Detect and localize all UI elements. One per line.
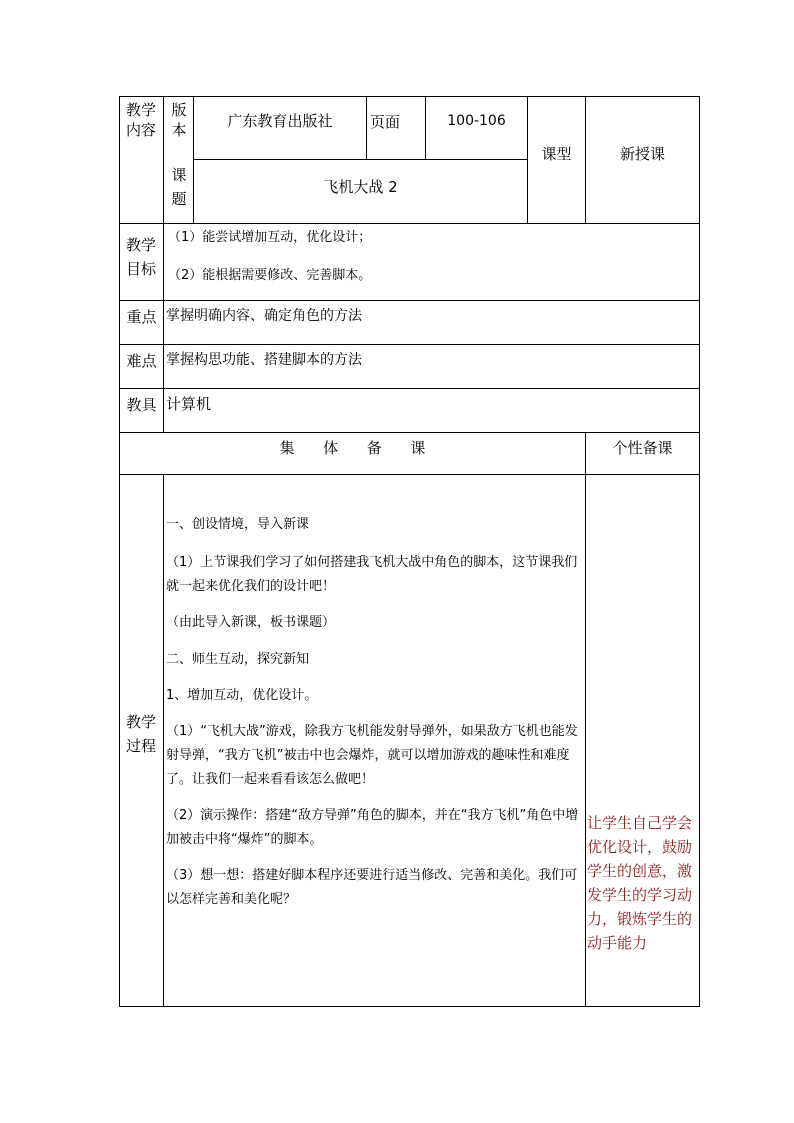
- publisher: 广东教育出版社: [227, 112, 333, 130]
- objective-item: （2）能根据需要修改、完善脚本。: [168, 268, 372, 283]
- process-paragraph: （1）“飞机大战”游戏，除我方飞机能发射导弹外，如果敌方飞机也能发射导弹，“我方飞机”被击中也会爆炸，就可以增加游戏的趣味性和难度了。让我们一起来看看该怎么做吧！: [166, 724, 578, 787]
- topic: 飞机大战 2: [323, 178, 398, 196]
- process-paragraph: （1）上节课我们学习了如何搭建我飞机大战中角色的脚本，这节课我们就一起来优化我们的设计吧！: [166, 555, 578, 594]
- process-paragraph: 一、创设情境，导入新课: [166, 517, 310, 532]
- edition-label: 版本: [171, 101, 187, 139]
- process-paragraph: （由此导入新课，板书课题）: [166, 615, 336, 630]
- group-prep-header: 集 体 备 课: [279, 438, 426, 457]
- objective-item: （1）能尝试增加互动，优化设计；: [168, 230, 372, 245]
- tools-label: 教具: [126, 395, 157, 414]
- page-label: 页面: [370, 113, 401, 131]
- difficulty-label: 难点: [126, 351, 157, 370]
- process-label: 教学过程: [125, 713, 156, 755]
- personal-prep-header: 个性备课: [612, 438, 673, 457]
- objectives-label: 教学目标: [125, 236, 156, 278]
- personal-note: 让学生自己学会优化设计，鼓励学生的创意，激发学生的学习动力，锻炼学生的动手能力: [587, 814, 693, 952]
- page-range: 100-106: [447, 113, 506, 129]
- objectives-list: [168, 228, 688, 286]
- process-paragraph: 1、增加互动，优化设计。: [166, 688, 318, 703]
- lesson-type: 新授课: [619, 144, 665, 163]
- key-point-label: 重点: [126, 307, 157, 326]
- process-paragraph: 二、师生互动，探究新知: [166, 652, 310, 667]
- topic-label: 课题: [171, 166, 187, 208]
- lesson-type-label: 课型: [541, 144, 572, 163]
- key-point-text: 掌握明确内容、确定角色的方法: [166, 308, 362, 324]
- process-paragraph: （3）想一想：搭建好脚本程序还要进行适当修改、完善和美化。我们可以怎样完善和美化呢？: [166, 868, 578, 907]
- tools-text: 计算机: [166, 395, 212, 413]
- content-label: 教学内容: [125, 101, 156, 139]
- process-content: [166, 513, 584, 912]
- difficulty-text: 掌握构思功能、搭建脚本的方法: [166, 352, 362, 368]
- process-paragraph: （2）演示操作：搭建“敌方导弹”角色的脚本，并在“我方飞机”角色中增加被击中将“爆炸”的脚本。: [166, 808, 579, 847]
